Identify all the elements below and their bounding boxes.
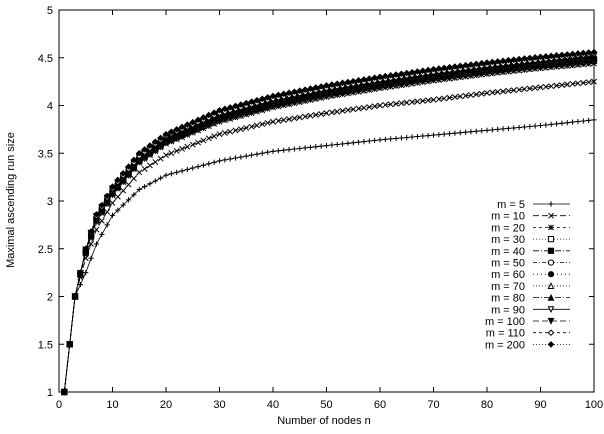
data-point xyxy=(94,227,99,232)
data-point xyxy=(196,164,201,169)
data-point xyxy=(388,136,393,141)
legend-label: m = 200 xyxy=(484,339,525,352)
data-point xyxy=(468,129,473,134)
data-point xyxy=(174,148,179,153)
data-point xyxy=(126,182,131,187)
data-point xyxy=(217,132,222,137)
data-point xyxy=(179,146,184,151)
data-point xyxy=(83,270,88,275)
data-point xyxy=(153,159,158,164)
data-point xyxy=(548,237,553,242)
data-point xyxy=(131,176,136,181)
y-tick-label: 4.5 xyxy=(37,52,53,65)
data-point xyxy=(458,130,463,135)
y-tick-label: 3 xyxy=(46,196,53,208)
data-point xyxy=(383,137,388,142)
data-point xyxy=(286,147,291,152)
data-point xyxy=(260,151,265,156)
data-point xyxy=(367,138,372,143)
data-point xyxy=(559,121,564,126)
data-point xyxy=(436,132,441,137)
data-point xyxy=(142,166,147,171)
data-point xyxy=(137,170,142,175)
data-point xyxy=(233,155,238,160)
data-point xyxy=(575,119,580,124)
data-point xyxy=(190,142,195,147)
data-point xyxy=(244,154,249,159)
legend-label: m = 60 xyxy=(491,269,525,282)
y-tick-label: 2.5 xyxy=(37,243,53,256)
data-point xyxy=(169,171,174,176)
data-point xyxy=(222,157,227,162)
data-point xyxy=(591,117,596,122)
data-point xyxy=(452,131,457,136)
y-tick-label: 3.5 xyxy=(37,148,53,161)
data-point xyxy=(548,307,553,312)
y-tick-label: 1.5 xyxy=(37,339,53,352)
x-tick-label: 80 xyxy=(480,399,494,411)
data-point xyxy=(163,173,168,178)
x-tick-label: 60 xyxy=(373,399,387,411)
data-point xyxy=(463,130,468,135)
data-point xyxy=(490,127,495,132)
data-point xyxy=(303,145,308,150)
legend-label: m = 10 xyxy=(491,210,525,223)
data-point xyxy=(565,120,570,125)
data-point xyxy=(105,209,110,214)
data-point xyxy=(361,139,366,144)
data-point xyxy=(142,184,147,189)
data-point xyxy=(484,128,489,133)
data-point xyxy=(99,232,104,237)
data-point xyxy=(538,123,543,128)
data-point xyxy=(554,121,559,126)
data-point xyxy=(522,124,527,129)
data-point xyxy=(474,129,479,134)
data-point xyxy=(233,128,238,133)
data-point xyxy=(260,122,265,127)
data-point xyxy=(495,127,500,132)
legend-label: m = 30 xyxy=(491,234,525,247)
data-point xyxy=(377,137,382,142)
data-point xyxy=(105,222,110,227)
x-tick-label: 90 xyxy=(534,399,547,411)
data-point xyxy=(548,248,553,253)
data-point xyxy=(533,123,538,128)
data-point xyxy=(586,118,591,123)
data-point xyxy=(212,160,217,165)
data-point xyxy=(110,200,115,205)
y-axis-label: Maximal ascending run size xyxy=(5,132,17,268)
legend-label: m = 5 xyxy=(497,199,525,211)
legend-label: m = 110 xyxy=(485,327,525,340)
legend-label: m = 20 xyxy=(491,222,525,235)
data-point xyxy=(158,175,163,180)
data-point xyxy=(548,272,553,277)
data-point xyxy=(426,133,431,138)
data-point xyxy=(548,295,553,300)
data-point xyxy=(228,129,233,134)
data-point xyxy=(581,118,586,123)
data-point xyxy=(399,135,404,140)
legend-label: m = 100 xyxy=(484,316,525,328)
data-point xyxy=(153,178,158,183)
data-point xyxy=(548,201,553,206)
y-tick-label: 1 xyxy=(46,387,53,399)
legend xyxy=(485,199,570,351)
data-point xyxy=(276,148,281,153)
data-point xyxy=(415,134,420,139)
data-point xyxy=(393,136,398,141)
data-point xyxy=(228,156,233,161)
data-point xyxy=(169,150,174,155)
y-tick-label: 2 xyxy=(46,291,53,304)
data-point xyxy=(410,134,415,139)
data-point xyxy=(372,138,377,143)
data-point xyxy=(265,120,270,125)
data-point xyxy=(89,256,94,261)
x-tick-label: 50 xyxy=(320,399,333,411)
data-point xyxy=(121,188,126,193)
data-point xyxy=(238,127,243,132)
data-point xyxy=(447,131,452,136)
x-tick-label: 20 xyxy=(159,399,173,411)
data-point xyxy=(174,170,179,175)
data-point xyxy=(147,181,152,186)
x-tick-label: 100 xyxy=(584,399,604,411)
data-point xyxy=(297,146,302,151)
data-point xyxy=(548,260,553,265)
y-tick-label: 5 xyxy=(46,5,53,17)
data-point xyxy=(356,140,361,145)
data-point xyxy=(94,241,99,246)
data-point xyxy=(511,125,516,130)
legend-label: m = 70 xyxy=(491,280,525,293)
legend-label: m = 90 xyxy=(491,304,525,317)
data-point xyxy=(201,163,206,168)
data-point xyxy=(281,148,286,153)
data-point xyxy=(351,140,356,145)
data-point xyxy=(265,150,270,155)
data-point xyxy=(313,144,318,149)
data-point xyxy=(115,194,120,199)
data-point xyxy=(548,318,553,323)
data-point xyxy=(185,167,190,172)
x-tick-label: 0 xyxy=(55,399,63,411)
data-point xyxy=(249,124,254,129)
data-point xyxy=(404,135,409,140)
data-point xyxy=(543,122,548,127)
data-point xyxy=(196,140,201,145)
data-point xyxy=(206,136,211,141)
data-point xyxy=(254,152,259,157)
data-point xyxy=(324,143,329,148)
data-point xyxy=(206,161,211,166)
data-point xyxy=(99,218,104,223)
data-point xyxy=(201,138,206,143)
y-tick-label: 4 xyxy=(46,100,53,113)
data-point xyxy=(158,156,163,161)
x-tick-label: 10 xyxy=(106,399,119,411)
data-point xyxy=(163,153,168,158)
data-point xyxy=(217,158,222,163)
data-point xyxy=(548,283,553,288)
data-point xyxy=(190,165,195,170)
data-point xyxy=(319,144,324,149)
data-point xyxy=(548,342,553,347)
data-point xyxy=(345,141,350,146)
data-point xyxy=(548,225,553,230)
x-tick-label: 70 xyxy=(427,399,440,411)
data-point xyxy=(179,168,184,173)
data-point xyxy=(479,128,484,133)
data-point xyxy=(500,126,505,131)
data-point xyxy=(329,142,334,147)
data-point xyxy=(308,145,313,150)
data-point xyxy=(335,142,340,147)
data-point xyxy=(549,122,554,127)
data-point xyxy=(340,141,345,146)
data-point xyxy=(185,144,190,149)
data-point xyxy=(420,133,425,138)
data-point xyxy=(527,124,532,129)
data-point xyxy=(238,154,243,159)
data-point xyxy=(431,133,436,138)
data-point xyxy=(212,134,217,139)
data-point xyxy=(548,330,553,335)
legend-label: m = 50 xyxy=(491,257,525,270)
x-tick-label: 40 xyxy=(266,399,280,411)
data-point xyxy=(442,132,447,137)
data-point xyxy=(249,153,254,158)
x-tick-label: 30 xyxy=(213,399,226,411)
data-point xyxy=(147,163,152,168)
legend-label: m = 40 xyxy=(491,245,525,258)
data-point xyxy=(570,120,575,125)
x-axis-label: Number of nodes n xyxy=(277,415,371,427)
data-point xyxy=(292,146,297,151)
data-point xyxy=(517,125,522,130)
data-point xyxy=(506,126,511,131)
legend-label: m = 80 xyxy=(491,292,525,305)
data-point xyxy=(270,149,275,154)
data-point xyxy=(222,130,227,135)
data-point xyxy=(254,123,259,128)
